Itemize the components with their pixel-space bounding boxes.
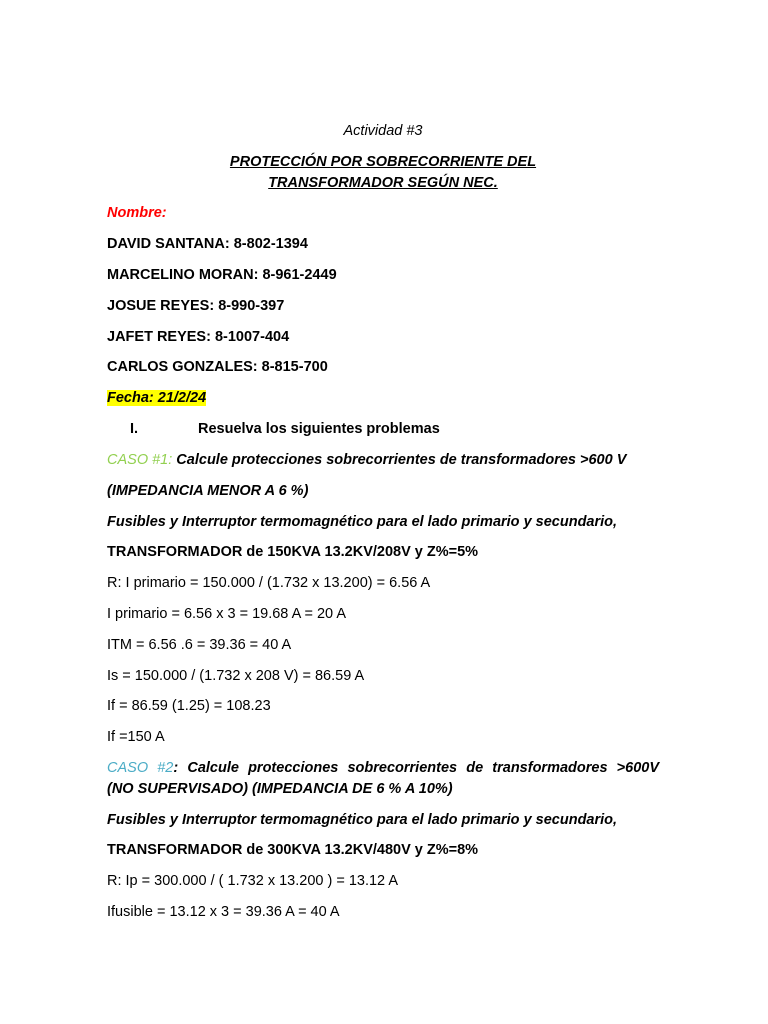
member-3: JOSUE REYES: 8-990-397: [107, 298, 285, 314]
member-4: JAFET REYES: 8-1007-404: [107, 329, 290, 345]
case1-impedance: (IMPEDANCIA MENOR A 6 %): [107, 483, 309, 499]
section-text: Resuelva los siguientes problemas: [198, 421, 440, 437]
case2-label: CASO #2: [107, 760, 174, 776]
case2-calc-1: R: Ip = 300.000 / ( 1.732 x 13.200 ) = 13.12 A: [107, 873, 399, 889]
document-title: Actividad #3: [343, 123, 423, 139]
member-1: DAVID SANTANA: 8-802-1394: [107, 236, 308, 252]
case1-calc-3: ITM = 6.56 .6 = 39.36 = 40 A: [107, 637, 292, 653]
date-line: [107, 390, 659, 407]
member-5: CARLOS GONZALES: 8-815-700: [107, 359, 328, 375]
case2-calc-2: Ifusible = 13.12 x 3 = 39.36 A = 40 A: [107, 904, 340, 920]
date-highlight: Fecha: 21/2/24: [107, 390, 207, 406]
member-2: MARCELINO MORAN: 8-961-2449: [107, 267, 337, 283]
case1-transformer: TRANSFORMADOR de 150KVA 13.2KV/208V y Z%=5%: [107, 544, 479, 560]
case2-transformer: TRANSFORMADOR de 300KVA 13.2KV/480V y Z%=8%: [107, 842, 479, 858]
case1-statement: [107, 452, 659, 469]
document-subtitle-line-1: PROTECCIÓN POR SOBRECORRIENTE DEL: [229, 154, 537, 170]
case2-fuses: Fusibles y Interruptor termomagnético para el lado primario y secundario,: [107, 812, 618, 828]
case1-calc-4: Is = 150.000 / (1.732 x 208 V) = 86.59 A: [107, 668, 365, 684]
case1-calc-6: If =150 A: [107, 729, 165, 745]
section-heading: [130, 421, 682, 438]
case1-statement-text: Calcule protecciones sobrecorrientes de transformadores >600 V: [172, 452, 627, 468]
case2-statement-line-2: (NO SUPERVISADO) (IMPEDANCIA DE 6 % A 10%): [107, 781, 453, 797]
name-label: Nombre:: [107, 205, 167, 221]
section-number: I.: [130, 421, 139, 437]
case1-calc-2: I primario = 6.56 x 3 = 19.68 A = 20 A: [107, 606, 347, 622]
case2-statement-text: : Calcule protecciones sobrecorrientes de transformadores >600V: [173, 760, 659, 776]
case1-fuses: Fusibles y Interruptor termomagnético para el lado primario y secundario,: [107, 514, 618, 530]
case2-statement: [107, 760, 659, 777]
document-subtitle-line-2: TRANSFORMADOR SEGÚN NEC.: [268, 175, 498, 191]
case1-calc-5: If = 86.59 (1.25) = 108.23: [107, 698, 271, 714]
case1-label: CASO #1:: [107, 452, 173, 468]
case1-calc-1: R: I primario = 150.000 / (1.732 x 13.200) = 6.56 A: [107, 575, 431, 591]
